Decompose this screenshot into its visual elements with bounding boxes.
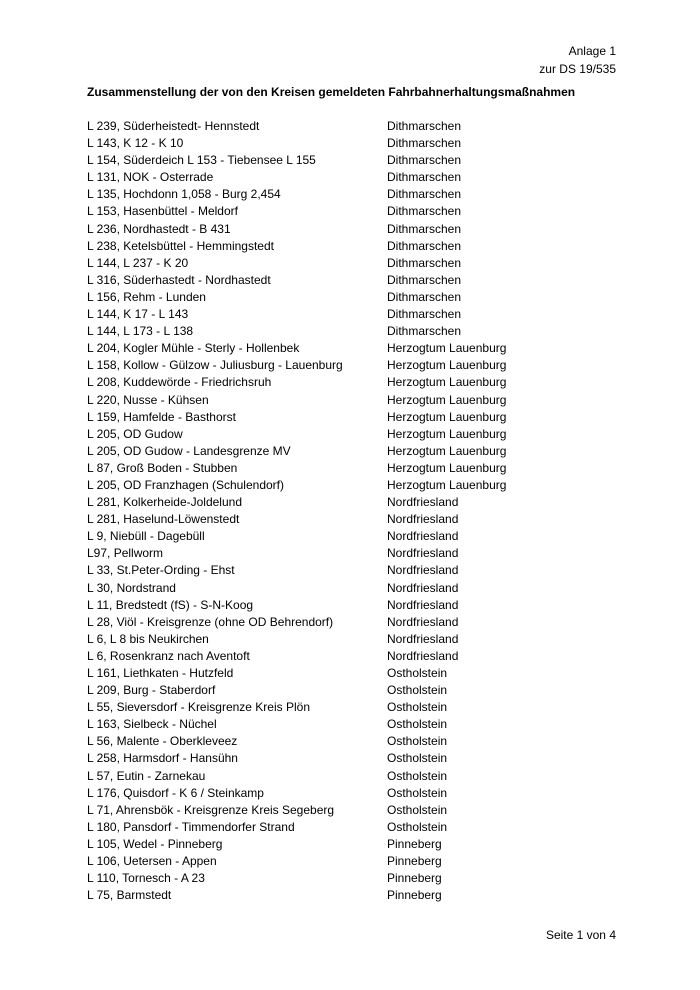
district: Nordfriesland (387, 546, 459, 561)
road-section: L 281, Kolkerheide-Joldelund (87, 495, 242, 510)
road-section: L 281, Haselund-Löwenstedt (87, 512, 240, 527)
road-section: L 154, Süderdeich L 153 - Tiebensee L 155 (87, 153, 316, 168)
list-item (87, 357, 647, 374)
road-section: L 131, NOK - Osterrade (87, 170, 214, 185)
road-section: L 144, L 173 - L 138 (87, 324, 194, 339)
list-item (87, 716, 647, 733)
list-item (87, 682, 647, 699)
district: Pinneberg (387, 888, 442, 903)
district: Nordfriesland (387, 563, 459, 578)
district: Nordfriesland (387, 614, 459, 629)
list-item (87, 186, 647, 203)
district: Dithmarschen (387, 307, 462, 322)
district: Ostholstein (387, 802, 448, 817)
road-section: L 163, Sielbeck - Nüchel (87, 717, 217, 732)
district: Dithmarschen (387, 136, 462, 151)
list-item (87, 545, 647, 562)
list-item (87, 118, 647, 135)
attachment-label: Anlage 1 (568, 44, 616, 58)
list-item (87, 272, 647, 289)
list-item (87, 169, 647, 186)
list-item (87, 255, 647, 272)
list-item (87, 460, 647, 477)
district: Pinneberg (387, 836, 442, 851)
list-item (87, 409, 647, 426)
list-item (87, 511, 647, 528)
list-item (87, 152, 647, 169)
district: Ostholstein (387, 666, 448, 680)
road-section: L 6, L 8 bis Neukirchen (87, 631, 209, 646)
list-item (87, 819, 647, 836)
district: Nordfriesland (387, 648, 459, 663)
list-item (87, 631, 647, 648)
road-section: L97, Pellworm (87, 546, 164, 561)
list-item (87, 238, 647, 255)
list-item (87, 494, 647, 511)
road-section: L 208, Kuddewörde - Friedrichsruh (87, 375, 272, 390)
measures-list (87, 118, 647, 904)
list-item (87, 733, 647, 750)
district: Ostholstein (387, 734, 448, 749)
list-item (87, 699, 647, 716)
district: Dithmarschen (387, 289, 462, 304)
road-section: L 239, Süderheistedt- Hennstedt (87, 119, 260, 133)
list-item (87, 802, 647, 819)
district: Ostholstein (387, 700, 448, 715)
list-item (87, 426, 647, 443)
list-item (87, 648, 647, 665)
page-number: Seite 1 von 4 (545, 928, 616, 942)
district: Dithmarschen (387, 204, 462, 219)
road-section: L 110, Tornesch - A 23 (87, 871, 205, 886)
list-item (87, 289, 647, 306)
list-item (87, 870, 647, 887)
district: Ostholstein (387, 785, 448, 800)
district: Nordfriesland (387, 512, 459, 527)
district: Herzogtum Lauenburg (387, 443, 507, 458)
district: Herzogtum Lauenburg (387, 460, 507, 475)
district: Herzogtum Lauenburg (387, 426, 507, 441)
district: Ostholstein (387, 819, 448, 834)
district: Dithmarschen (387, 170, 462, 185)
district: Nordfriesland (387, 631, 459, 646)
district: Dithmarschen (387, 153, 462, 168)
road-section: L 159, Hamfelde - Basthorst (87, 409, 236, 424)
district: Dithmarschen (387, 324, 462, 339)
list-item (87, 785, 647, 802)
road-section: L 205, OD Franzhagen (Schulendorf) (87, 477, 284, 492)
district: Dithmarschen (387, 272, 462, 287)
list-item (87, 443, 647, 460)
list-item (87, 750, 647, 767)
list-item (87, 836, 647, 853)
district: Dithmarschen (387, 255, 462, 270)
road-section: L 9, Niebüll - Dagebüll (87, 529, 205, 544)
district: Ostholstein (387, 751, 448, 766)
district: Herzogtum Lauenburg (387, 358, 507, 373)
road-section: L 144, L 237 - K 20 (87, 255, 189, 270)
list-item (87, 323, 647, 340)
road-section: L 238, Ketelsbüttel - Hemmingstedt (87, 238, 274, 253)
district: Nordfriesland (387, 495, 459, 510)
district: Nordfriesland (387, 580, 459, 595)
road-section: L 176, Quisdorf - K 6 / Steinkamp (87, 785, 264, 800)
district: Herzogtum Lauenburg (387, 392, 507, 407)
list-item (87, 562, 647, 579)
road-section: L 57, Eutin - Zarnekau (87, 768, 206, 783)
list-item (87, 135, 647, 152)
road-section: L 55, Sieversdorf - Kreisgrenze Kreis Plön (87, 700, 310, 715)
road-section: L 143, K 12 - K 10 (87, 136, 184, 151)
district: Dithmarschen (387, 238, 462, 253)
road-section: L 106, Uetersen - Appen (87, 854, 217, 869)
district: Nordfriesland (387, 597, 459, 612)
road-section: L 105, Wedel - Pinneberg (87, 836, 223, 851)
road-section: L 11, Bredstedt (fS) - S-N-Koog (87, 597, 254, 612)
road-section: L 220, Nusse - Kühsen (87, 392, 209, 407)
list-item (87, 374, 647, 391)
list-item (87, 853, 647, 870)
list-item (87, 580, 647, 597)
road-section: L 56, Malente - Oberkleveez (87, 734, 238, 749)
list-item (87, 203, 647, 220)
list-item (87, 340, 647, 357)
list-item (87, 392, 647, 409)
district: Pinneberg (387, 871, 442, 886)
list-item (87, 614, 647, 631)
road-section: L 33, St.Peter-Ording - Ehst (87, 563, 235, 578)
road-section: L 180, Pansdorf - Timmendorfer Strand (87, 819, 295, 834)
district: Dithmarschen (387, 187, 462, 202)
district: Herzogtum Lauenburg (387, 477, 507, 492)
road-section: L 158, Kollow - Gülzow - Juliusburg - Lauenburg (87, 358, 343, 373)
road-section: L 236, Nordhastedt - B 431 (87, 221, 231, 236)
road-section: L 30, Nordstrand (87, 580, 176, 595)
district: Herzogtum Lauenburg (387, 375, 507, 390)
road-section: L 75, Barmstedt (87, 888, 172, 903)
district: Nordfriesland (387, 529, 459, 544)
road-section: L 87, Groß Boden - Stubben (87, 460, 238, 475)
road-section: L 6, Rosenkranz nach Aventoft (87, 648, 250, 663)
road-section: L 153, Hasenbüttel - Meldorf (87, 204, 238, 219)
district: Herzogtum Lauenburg (387, 409, 507, 424)
list-item (87, 597, 647, 614)
road-section: L 28, Viöl - Kreisgrenze (ohne OD Behrendorf) (87, 614, 334, 629)
list-item (87, 306, 647, 323)
road-section: L 156, Rehm - Lunden (87, 289, 206, 304)
road-section: L 161, Liethkaten - Hutzfeld (87, 666, 234, 680)
district: Dithmarschen (387, 119, 462, 133)
district: Pinneberg (387, 854, 442, 869)
road-section: L 71, Ahrensbök - Kreisgrenze Kreis Segeberg (87, 802, 335, 817)
road-section: L 204, Kogler Mühle - Sterly - Hollenbek (87, 341, 300, 356)
road-section: L 205, OD Gudow (87, 426, 183, 441)
list-item (87, 528, 647, 545)
road-section: L 144, K 17 - L 143 (87, 307, 189, 322)
road-section: L 205, OD Gudow - Landesgrenze MV (87, 443, 291, 458)
list-item (87, 221, 647, 238)
district: Ostholstein (387, 717, 448, 732)
list-item (87, 665, 647, 682)
list-item (87, 477, 647, 494)
list-item (87, 768, 647, 785)
list-item (87, 887, 647, 904)
document-title: Zusammenstellung der von den Kreisen gemeldeten Fahrbahnerhaltungsmaßnahmen (87, 85, 576, 99)
district: Ostholstein (387, 683, 448, 698)
road-section: L 258, Harmsdorf - Hansühn (87, 751, 238, 766)
road-section: L 316, Süderhastedt - Nordhastedt (87, 272, 271, 287)
district: Dithmarschen (387, 221, 462, 236)
district: Herzogtum Lauenburg (387, 341, 507, 356)
district: Ostholstein (387, 768, 448, 783)
road-section: L 209, Burg - Staberdorf (87, 683, 216, 698)
document-reference: zur DS 19/535 (539, 62, 616, 76)
road-section: L 135, Hochdonn 1,058 - Burg 2,454 (87, 187, 281, 202)
